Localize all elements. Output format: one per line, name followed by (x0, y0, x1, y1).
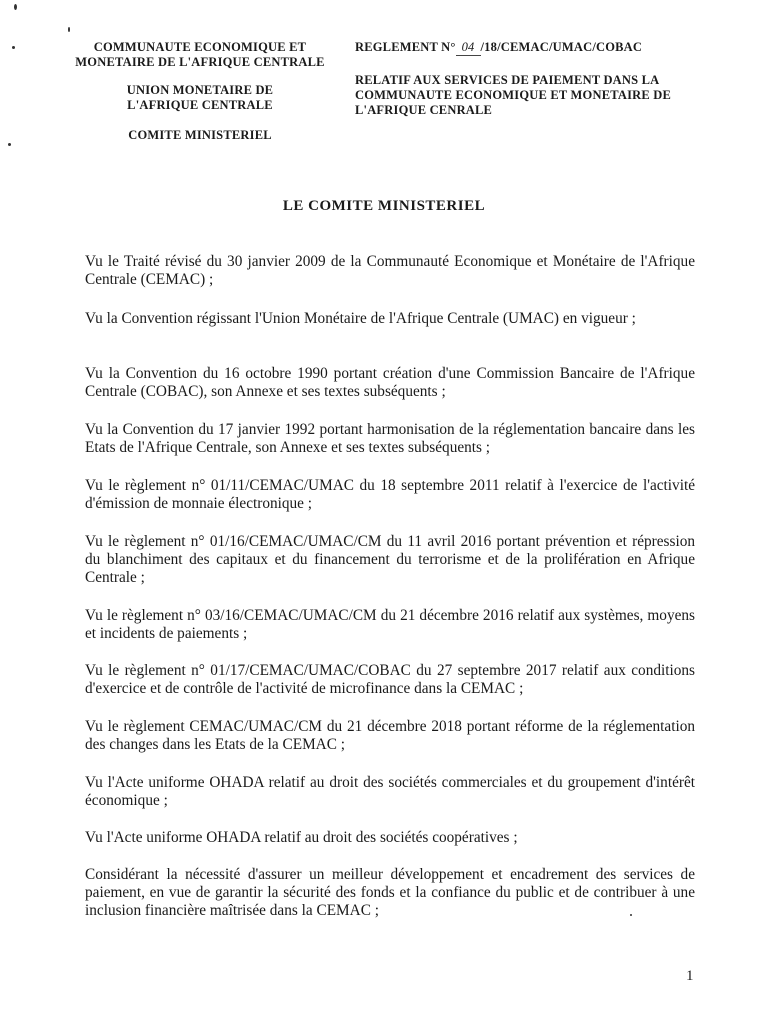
header-union-name: UNION MONETAIRE DE L'AFRIQUE CENTRALE (126, 83, 274, 112)
scan-speck (12, 46, 15, 49)
regulation-subject: RELATIF AUX SERVICES DE PAIEMENT DANS LA COMMUNAUTE ECONOMIQUE ET MONETAIRE DE L'AFRIQUE CENRALE (355, 73, 671, 117)
paragraph: Vu l'Acte uniforme OHADA relatif au droit des sociétés coopératives ; (85, 829, 518, 846)
paragraph: Vu le Traité révisé du 30 janvier 2009 de la Communauté Economique et Monétaire de l'Afrique Centrale (CEMAC) ; (85, 253, 695, 288)
paragraph: Vu la Convention régissant l'Union Monétaire de l'Afrique Centrale (UMAC) en vigueur ; (85, 310, 636, 327)
paragraph: Vu le règlement CEMAC/UMAC/CM du 21 décembre 2018 portant réforme de la réglementation des changes dans les Etats de la CEMAC ; (85, 718, 695, 753)
paragraph: Vu l'Acte uniforme OHADA relatif au droit des sociétés commerciales et du groupement d'intérêt économique ; (85, 774, 695, 809)
page-number: 1 (686, 968, 694, 984)
regulation-prefix: REGLEMENT N° (355, 40, 456, 54)
document-title: LE COMITE MINISTERIEL (282, 198, 486, 214)
paragraph: Vu le règlement n° 01/16/CEMAC/UMAC/CM du 11 avril 2016 portant prévention et répression du blanchiment des capitaux et du financement du terrorisme et de la prolifération en Afrique Centrale ; (85, 533, 695, 586)
header-committee-name: COMITE MINISTERIEL (128, 128, 272, 142)
paragraph: Vu le règlement n° 01/11/CEMAC/UMAC du 18 septembre 2011 relatif à l'exercice de l'activité d'émission de monnaie électronique ; (85, 477, 695, 512)
header-community-name: COMMUNAUTE ECONOMIQUE ET MONETAIRE DE L'AFRIQUE CENTRALE (75, 40, 325, 69)
paragraph: Considérant la nécessité d'assurer un meilleur développement et encadrement des services de paiement, en vue de garantir la sécurité des fonds et la confiance du public et de contribuer à une inclusion financière maîtrisée dans la CEMAC ; (85, 866, 695, 919)
scan-speck (68, 27, 70, 32)
regulation-number-line (355, 40, 745, 56)
paragraph: Vu la Convention du 17 janvier 1992 portant harmonisation de la réglementation bancaire dans les Etats de l'Afrique Centrale, son Annexe et ses textes subséquents ; (85, 421, 695, 456)
paragraph: Vu la Convention du 16 octobre 1990 portant création d'une Commission Bancaire de l'Afrique Centrale (COBAC), son Annexe et ses textes subséquents ; (85, 365, 695, 400)
scan-speck (630, 914, 632, 916)
regulation-number: 04 (456, 40, 481, 56)
paragraph: Vu le règlement n° 01/17/CEMAC/UMAC/COBAC du 27 septembre 2017 relatif aux conditions d'exercice et de contrôle de l'activité de microfinance dans la CEMAC ; (85, 662, 695, 697)
scan-speck (8, 143, 11, 146)
scan-speck (14, 4, 17, 10)
regulation-suffix: /18/CEMAC/UMAC/COBAC (480, 40, 643, 54)
paragraph: Vu le règlement n° 03/16/CEMAC/UMAC/CM du 21 décembre 2016 relatif aux systèmes, moyens et incidents de paiements ; (85, 607, 695, 642)
